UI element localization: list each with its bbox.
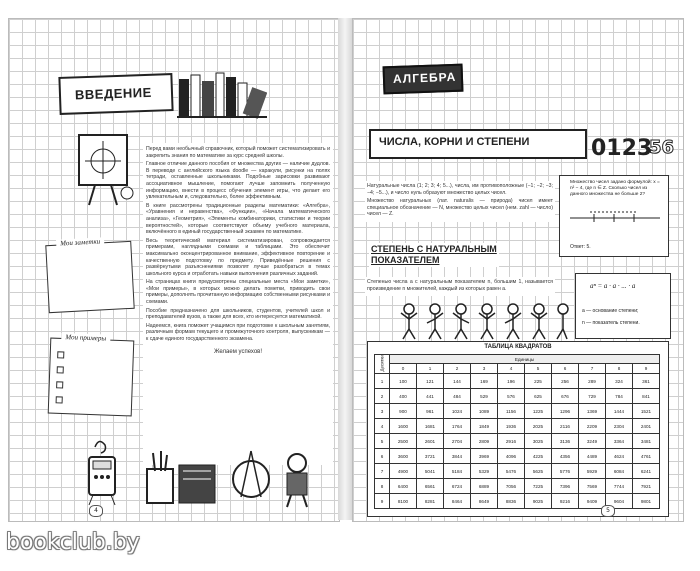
square-value-cell: 5329 — [471, 464, 498, 479]
table-row — [375, 464, 660, 479]
square-value-cell: 2500 — [390, 434, 417, 449]
number-line — [568, 206, 662, 236]
square-value-cell: 4761 — [633, 449, 660, 464]
square-value-cell: 3969 — [471, 449, 498, 464]
square-value-cell: 3249 — [579, 434, 606, 449]
checkbox-list — [55, 351, 67, 409]
square-value-cell: 1156 — [498, 404, 525, 419]
square-value-cell: 2304 — [606, 419, 633, 434]
table-title: ТАБЛИЦА КВАДРАТОВ — [484, 344, 552, 350]
units-header-cell: 2 — [444, 364, 471, 374]
tens-cell: 7 — [375, 464, 390, 479]
square-value-cell: 5625 — [525, 464, 552, 479]
square-value-cell: 2116 — [552, 419, 579, 434]
square-value-cell: 625 — [525, 389, 552, 404]
square-value-cell: 225 — [525, 374, 552, 389]
intro-paragraph: Пособие предназначено для школьников, студентов, учителей школ и преподавателей вузов, а также для всех, кто интересуется математикой. — [146, 307, 330, 321]
square-value-cell: 4489 — [579, 449, 606, 464]
table-row — [375, 434, 660, 449]
squares-table — [374, 354, 660, 509]
tens-cell: 5 — [375, 434, 390, 449]
square-value-cell: 6889 — [471, 479, 498, 494]
table-row — [375, 404, 660, 419]
algebra-header-title: АЛГЕБРА — [392, 69, 457, 87]
square-value-cell: 5776 — [552, 464, 579, 479]
closing-line: Желаем успехов! — [213, 348, 263, 355]
square-value-cell: 5184 — [444, 464, 471, 479]
square-value-cell: 9801 — [633, 494, 660, 509]
numbers-title: ЧИСЛА, КОРНИ И СТЕПЕНИ — [379, 136, 530, 148]
square-value-cell: 961 — [417, 404, 444, 419]
square-value-cell: 9216 — [552, 494, 579, 509]
square-value-cell: 1024 — [444, 404, 471, 419]
square-value-cell: 1369 — [579, 404, 606, 419]
square-value-cell: 7396 — [552, 479, 579, 494]
square-value-cell: 7744 — [606, 479, 633, 494]
intro-banner — [58, 73, 173, 115]
tens-cell: 1 — [375, 374, 390, 389]
svg-text:56: 56 — [649, 137, 675, 158]
squares-table-panel — [367, 341, 669, 517]
square-value-cell: 2209 — [579, 419, 606, 434]
intro-paragraph: Перед вами необычный справочник, который поможет систематизировать и закрепить знания по математике за курс средней школы. — [146, 146, 330, 159]
base-definition: a — основание степени; — [582, 308, 639, 314]
svg-text:0123: 0123 — [591, 136, 653, 161]
my-examples-title: Мои примеры — [61, 333, 110, 343]
numbers-banner — [369, 129, 587, 159]
sets-paragraph: Множество натуральных (лат. naturalis — природа) чисел имеет специальное обозначение — N, множество целых чисел (нем. zahl — число) чисел — Z. — [367, 198, 553, 218]
tens-header-cell — [375, 355, 390, 374]
table-row — [375, 494, 660, 509]
square-value-cell: 7569 — [579, 479, 606, 494]
square-value-cell: 576 — [498, 389, 525, 404]
right-page — [352, 18, 684, 522]
square-value-cell: 900 — [390, 404, 417, 419]
square-value-cell: 400 — [390, 389, 417, 404]
square-value-cell: 1600 — [390, 419, 417, 434]
square-value-cell: 289 — [579, 374, 606, 389]
my-examples-box[interactable] — [48, 333, 135, 417]
square-value-cell: 2916 — [498, 434, 525, 449]
exponent-definition: n — показатель степени. — [582, 320, 640, 326]
square-value-cell: 3136 — [552, 434, 579, 449]
square-value-cell: 7056 — [498, 479, 525, 494]
square-value-cell: 1444 — [606, 404, 633, 419]
intro-paragraph: На страницах книги предусмотрены специальные места «Мои заметки», «Мои примеры», в которых можно делать пометки, приводить свои примеры, дополнять прочитанную информацию собственными рисунками и схемами. — [146, 279, 330, 306]
stationery-doodle — [143, 451, 223, 507]
page-number-left: 4 — [89, 505, 103, 517]
square-value-cell: 1089 — [471, 404, 498, 419]
tens-cell: 3 — [375, 404, 390, 419]
square-value-cell: 8281 — [417, 494, 444, 509]
square-value-cell: 1225 — [525, 404, 552, 419]
square-value-cell: 6561 — [417, 479, 444, 494]
intro-paragraph: В книге рассмотрены традиционные разделы математики: «Алгебра», «Уравнения и неравенства», «Функции», «Начала математического анализа», «Геометрия», «Элементы комбинаторики, статистики и теории вероятностей», которые соответствуют объему учебного материала, включённого в единый государственный экзамен по математике. — [146, 202, 330, 236]
compass-doodle — [231, 445, 271, 507]
left-page — [8, 18, 340, 522]
square-value-cell: 841 — [633, 389, 660, 404]
square-value-cell: 9409 — [579, 494, 606, 509]
example-answer: Ответ: 5. — [570, 244, 591, 250]
units-label: Единицы — [390, 355, 660, 364]
square-value-cell: 529 — [471, 389, 498, 404]
algebra-header — [383, 64, 464, 95]
watermark: bookclub.by — [6, 530, 140, 555]
numbers-doodle — [589, 129, 675, 161]
tens-cell: 6 — [375, 449, 390, 464]
square-value-cell: 6084 — [606, 464, 633, 479]
intro-paragraph: Весь теоретический материал систематизирован, сопровождается примерами, наглядными схемами и таблицами. Это обеспечит максимально оконцентрированное внимание, эффективное повторение и качественную подготовку по предмету. Приведённые решения с развёрнутыми разъяснениями позволят лучше разобраться в темах школьного курса и отработать навыки выполнения различных заданий. — [146, 237, 330, 277]
power-subtitle-line1: СТЕПЕНЬ С НАТУРАЛЬНЫМ — [371, 244, 497, 254]
square-value-cell: 8836 — [498, 494, 525, 509]
example-task: Множество чисел задано формулой: x = n² − 4, где n ∈ Z. Сколько чисел из данного множества не больше 2? — [570, 180, 660, 197]
square-value-cell: 3025 — [525, 434, 552, 449]
intro-title: ВВЕДЕНИЕ — [74, 84, 153, 103]
square-value-cell: 1849 — [471, 419, 498, 434]
chalkboard-doodle — [75, 131, 135, 211]
units-header-cell: 7 — [579, 364, 606, 374]
square-value-cell: 1296 — [552, 404, 579, 419]
square-value-cell: 2025 — [525, 419, 552, 434]
square-value-cell: 3844 — [444, 449, 471, 464]
square-value-cell: 8649 — [471, 494, 498, 509]
square-value-cell: 7921 — [633, 479, 660, 494]
square-value-cell: 4096 — [498, 449, 525, 464]
table-row — [375, 479, 660, 494]
units-header-cell: 3 — [471, 364, 498, 374]
square-value-cell: 2401 — [633, 419, 660, 434]
square-value-cell: 9604 — [606, 494, 633, 509]
intro-text — [143, 143, 333, 465]
square-value-cell: 8464 — [444, 494, 471, 509]
square-value-cell: 169 — [471, 374, 498, 389]
units-header-cell: 9 — [633, 364, 660, 374]
square-value-cell: 100 — [390, 374, 417, 389]
square-value-cell: 676 — [552, 389, 579, 404]
table-row — [375, 449, 660, 464]
square-value-cell: 6241 — [633, 464, 660, 479]
square-value-cell: 441 — [417, 389, 444, 404]
books-doodle — [177, 71, 267, 119]
square-value-cell: 729 — [579, 389, 606, 404]
square-value-cell: 784 — [606, 389, 633, 404]
square-value-cell: 3721 — [417, 449, 444, 464]
units-header-cell: 1 — [417, 364, 444, 374]
squares-table-body — [375, 374, 660, 509]
square-value-cell: 6400 — [390, 479, 417, 494]
units-header-cell: 6 — [552, 364, 579, 374]
square-value-cell: 5929 — [579, 464, 606, 479]
integers-paragraph: Натуральные числа (1; 2; 3; 4; 5...), числа, им противоположные (−1; −2; −3; −4; −5...), и число нуль образуют множество целых чисел. — [367, 183, 553, 196]
power-subtitle-line2: ПОКАЗАТЕЛЕМ — [371, 255, 440, 265]
tens-cell: 2 — [375, 389, 390, 404]
calculator-doodle — [81, 437, 125, 507]
power-paragraph: Степенью числа a с натуральным показателем n, большим 1, называется произведение n множителей, каждый из которых равен a. — [367, 279, 553, 292]
tens-cell: 4 — [375, 419, 390, 434]
intro-paragraph: Главное отличие данного пособия от множества других — наличие дудлов. В переводе с английского языка doodle — каракули, рисунки на полях тетради, оставленные школьниками. Подобные зарисовки развивают ассоциативное мышление, помогают лучше запомнить полученную информацию, внести в процесс обучения элемент игры, что делает его увлекательным и, следовательно, более эффективным. — [146, 161, 330, 201]
square-value-cell: 1681 — [417, 419, 444, 434]
table-row — [375, 419, 660, 434]
square-value-cell: 256 — [552, 374, 579, 389]
natural-numbers-text — [365, 181, 555, 222]
units-header-cell: 4 — [498, 364, 525, 374]
book-spine — [338, 18, 352, 520]
tens-label: Десятки — [379, 354, 385, 371]
square-value-cell: 324 — [606, 374, 633, 389]
intro-paragraph: Надеемся, книга поможет учащимся при подготовке к школьным занятиям, различным формам текущего и промежуточного контроля, выпускникам — к сдаче единого государственного экзамена. — [146, 322, 330, 343]
tens-cell: 8 — [375, 479, 390, 494]
square-value-cell: 7225 — [525, 479, 552, 494]
square-value-cell: 144 — [444, 374, 471, 389]
power-formula: aⁿ = a · a · ... · a — [590, 282, 636, 290]
square-value-cell: 2704 — [444, 434, 471, 449]
square-value-cell: 484 — [444, 389, 471, 404]
square-value-cell: 1936 — [498, 419, 525, 434]
my-notes-title: Мои заметки — [56, 237, 104, 248]
square-value-cell: 8100 — [390, 494, 417, 509]
tens-cell: 9 — [375, 494, 390, 509]
units-header-cell: 5 — [525, 364, 552, 374]
square-value-cell: 5041 — [417, 464, 444, 479]
square-value-cell: 3600 — [390, 449, 417, 464]
units-header-cell: 8 — [606, 364, 633, 374]
square-value-cell: 4356 — [552, 449, 579, 464]
square-value-cell: 4624 — [606, 449, 633, 464]
square-value-cell: 9025 — [525, 494, 552, 509]
units-header-row — [375, 364, 660, 374]
square-value-cell: 3364 — [606, 434, 633, 449]
square-value-cell: 2601 — [417, 434, 444, 449]
square-value-cell: 5476 — [498, 464, 525, 479]
example-side-box — [559, 175, 669, 257]
my-notes-box[interactable] — [45, 237, 134, 313]
square-value-cell: 1764 — [444, 419, 471, 434]
table-row — [375, 389, 660, 404]
square-value-cell: 1521 — [633, 404, 660, 419]
power-definition — [365, 277, 555, 296]
square-value-cell: 4225 — [525, 449, 552, 464]
power-formula-box — [575, 273, 671, 339]
square-value-cell: 2809 — [471, 434, 498, 449]
page-number-right: 5 — [601, 505, 615, 517]
power-subtitle — [369, 243, 499, 267]
square-value-cell: 4900 — [390, 464, 417, 479]
table-row — [375, 374, 660, 389]
square-value-cell: 196 — [498, 374, 525, 389]
student-doodle — [277, 451, 317, 509]
square-value-cell: 6724 — [444, 479, 471, 494]
square-value-cell: 3481 — [633, 434, 660, 449]
figures-doodle — [399, 301, 569, 341]
square-value-cell: 121 — [417, 374, 444, 389]
square-value-cell: 361 — [633, 374, 660, 389]
units-header-cell: 0 — [390, 364, 417, 374]
